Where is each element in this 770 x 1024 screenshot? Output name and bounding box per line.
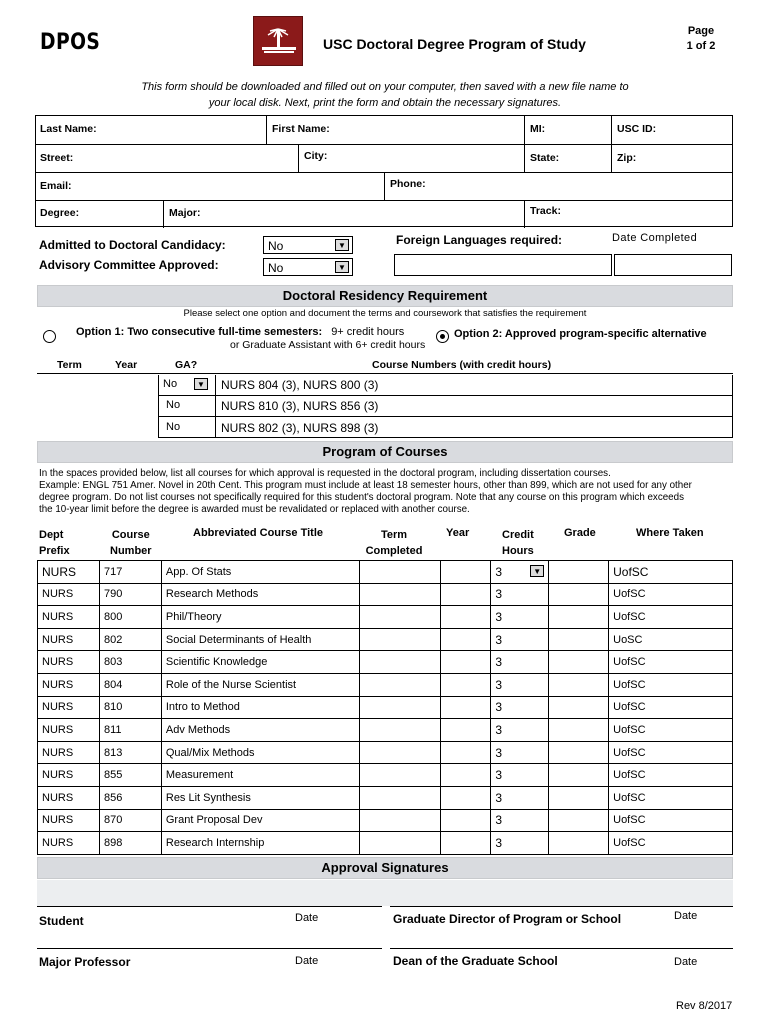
h-term: Term: [380, 529, 408, 541]
course-year[interactable]: [441, 673, 491, 696]
course-title[interactable]: [161, 673, 359, 696]
student-signature-line[interactable]: [37, 906, 382, 907]
course-year[interactable]: [441, 561, 491, 584]
course-title[interactable]: [161, 561, 359, 584]
course-year[interactable]: [441, 832, 491, 855]
course-term[interactable]: [359, 786, 441, 809]
course-term[interactable]: [359, 673, 441, 696]
table-row: [38, 561, 733, 584]
course-number-text: 790: [103, 588, 123, 601]
grad-director-date-label: Date: [674, 910, 698, 922]
approval-shade: [37, 880, 733, 906]
course-title-text: Research Internship: [165, 836, 265, 849]
course-title[interactable]: [161, 606, 359, 629]
course-title-text: Grant Proposal Dev: [165, 814, 263, 827]
course-year[interactable]: [441, 696, 491, 719]
course-title[interactable]: [161, 719, 359, 742]
h-where-taken: Where Taken: [636, 527, 704, 539]
course-dept[interactable]: [38, 583, 100, 606]
course-dept-text: NURS: [42, 678, 74, 691]
course-dept-text: NURS: [42, 588, 74, 601]
course-dept-text: NURS: [42, 633, 74, 646]
course-hours-text: 3: [495, 745, 503, 760]
course-dept-text: NURS: [42, 791, 74, 804]
course-title[interactable]: [161, 786, 359, 809]
course-dept[interactable]: [38, 741, 100, 764]
course-grade[interactable]: [549, 673, 609, 696]
course-where[interactable]: [609, 561, 733, 584]
course-where-text: UofSC: [613, 791, 646, 804]
course-number-text: 898: [103, 836, 123, 849]
course-number-text: 803: [103, 656, 123, 669]
course-year[interactable]: [441, 628, 491, 651]
grad-director-label: Graduate Director of Program or School: [393, 912, 622, 926]
course-year[interactable]: [441, 583, 491, 606]
course-number[interactable]: [99, 606, 161, 629]
course-where[interactable]: [609, 628, 733, 651]
h-title: Abbreviated Course Title: [193, 527, 323, 539]
course-where-text: UofSC: [613, 678, 646, 691]
course-number[interactable]: [99, 651, 161, 674]
courses-table: [37, 560, 733, 855]
course-term[interactable]: [359, 741, 441, 764]
residency-row-3-ga[interactable]: No: [166, 421, 181, 433]
h-number: Number: [110, 545, 152, 557]
h-completed: Completed: [365, 545, 423, 557]
chevron-down-icon[interactable]: ▼: [335, 261, 349, 273]
course-grade[interactable]: [549, 719, 609, 742]
course-number[interactable]: [99, 741, 161, 764]
course-title-text: Research Methods: [165, 588, 259, 601]
course-number-text: 800: [103, 610, 123, 623]
course-title[interactable]: [161, 628, 359, 651]
course-term[interactable]: [359, 719, 441, 742]
course-number-text: 811: [103, 723, 122, 736]
course-dept[interactable]: [38, 628, 100, 651]
personal-info-grid: [35, 115, 733, 227]
residency-row-2-ga[interactable]: No: [166, 399, 181, 411]
table-row: [38, 628, 733, 651]
course-dept[interactable]: [38, 696, 100, 719]
student-date-label: Date: [295, 912, 319, 924]
h-grade: Grade: [564, 527, 596, 539]
course-hours[interactable]: [491, 696, 549, 719]
course-hours[interactable]: [491, 628, 549, 651]
course-number[interactable]: [99, 764, 161, 787]
course-dept[interactable]: [38, 561, 100, 584]
course-where-text: UofSC: [613, 746, 646, 759]
courses-banner: Program of Courses: [37, 441, 733, 463]
table-row: [38, 606, 733, 629]
admitted-candidacy-select[interactable]: [263, 236, 353, 254]
course-hours-text: 3: [495, 677, 503, 692]
state-field[interactable]: State:: [530, 152, 560, 164]
h-year: Year: [446, 527, 470, 539]
chevron-down-icon[interactable]: ▼: [530, 565, 544, 577]
table-row: [38, 809, 733, 832]
major-field[interactable]: Major:: [169, 207, 201, 219]
course-dept[interactable]: [38, 809, 100, 832]
table-row: [38, 651, 733, 674]
course-hours-text: 3: [495, 768, 503, 783]
page-indicator: [676, 24, 726, 54]
course-where-text: UofSC: [613, 723, 646, 736]
h-credit: Credit: [502, 529, 534, 541]
course-hours-text: 3: [495, 655, 503, 670]
course-where[interactable]: [609, 696, 733, 719]
course-term[interactable]: [359, 832, 441, 855]
course-term[interactable]: [359, 606, 441, 629]
course-term[interactable]: [359, 561, 441, 584]
course-where-text: UofSC: [613, 769, 646, 782]
course-dept[interactable]: [38, 764, 100, 787]
course-hours-text: 3: [495, 835, 503, 850]
course-dept[interactable]: [38, 786, 100, 809]
course-title-text: Measurement: [165, 769, 234, 782]
phone-field[interactable]: Phone:: [390, 178, 426, 190]
option1-title: Option 1: Two consecutive full-time semesters:: [76, 326, 323, 338]
approval-banner: Approval Signatures: [37, 857, 733, 879]
course-number-text: 870: [103, 814, 123, 827]
form-title: USC Doctoral Degree Program of Study: [323, 36, 586, 52]
course-year[interactable]: [441, 606, 491, 629]
course-grade[interactable]: [549, 832, 609, 855]
advisory-committee-value: No: [268, 261, 284, 275]
course-where-text: UofSC: [613, 701, 646, 714]
dean-signature-line[interactable]: [390, 948, 733, 949]
date-completed-input[interactable]: [614, 254, 732, 276]
course-dept[interactable]: [38, 673, 100, 696]
course-year[interactable]: [441, 764, 491, 787]
course-where[interactable]: [609, 741, 733, 764]
option2-radio[interactable]: [436, 330, 449, 343]
course-dept[interactable]: [38, 651, 100, 674]
option2-title: Option 2: [454, 328, 499, 340]
course-dept-text: NURS: [42, 610, 74, 623]
course-title-text: Res Lit Synthesis: [165, 791, 251, 804]
table-row: [38, 696, 733, 719]
residency-row-3-courses[interactable]: NURS 802 (3), NURS 898 (3): [221, 421, 379, 435]
course-number[interactable]: [99, 583, 161, 606]
page-label: Page: [687, 25, 715, 37]
course-dept-text: NURS: [42, 723, 74, 736]
course-title[interactable]: [161, 696, 359, 719]
course-number-text: 804: [103, 678, 123, 691]
course-term[interactable]: [359, 809, 441, 832]
h-prefix: Prefix: [39, 545, 70, 557]
email-field[interactable]: Email:: [40, 180, 72, 192]
dean-label: Dean of the Graduate School: [393, 954, 558, 968]
course-title-text: Scientific Knowledge: [165, 656, 268, 669]
course-where-text: UofSC: [613, 836, 646, 849]
course-number[interactable]: [99, 628, 161, 651]
course-year[interactable]: [441, 741, 491, 764]
course-where[interactable]: [609, 719, 733, 742]
course-title[interactable]: [161, 832, 359, 855]
h-term-completed: [363, 527, 425, 559]
course-dept-text: NURS: [42, 746, 74, 759]
course-grade[interactable]: [549, 651, 609, 674]
course-term[interactable]: [359, 696, 441, 719]
course-title-text: Adv Methods: [165, 723, 231, 736]
h-credit-hours: [502, 527, 534, 559]
course-hours[interactable]: [491, 719, 549, 742]
course-where-text: UoSC: [613, 633, 643, 646]
street-field[interactable]: Street:: [40, 152, 74, 164]
course-grade[interactable]: [549, 606, 609, 629]
col-year: Year: [115, 359, 138, 371]
option1-text: [76, 326, 404, 338]
option2-text: [454, 328, 707, 340]
revision-label: Rev 8/2017: [676, 1000, 733, 1012]
last-name-field[interactable]: Last Name:: [40, 123, 97, 135]
course-number[interactable]: [99, 673, 161, 696]
zip-field[interactable]: Zip:: [617, 152, 637, 164]
course-number-text: 813: [103, 746, 123, 759]
course-where[interactable]: [609, 786, 733, 809]
course-hours[interactable]: [491, 786, 549, 809]
course-title-text: Social Determinants of Health: [165, 633, 312, 646]
grad-director-signature-line[interactable]: [390, 906, 733, 907]
course-dept[interactable]: [38, 719, 100, 742]
course-title-text: Qual/Mix Methods: [165, 746, 255, 759]
course-title[interactable]: [161, 583, 359, 606]
intro-text: [110, 79, 660, 111]
course-title[interactable]: [161, 764, 359, 787]
brand-title: DPOS: [40, 30, 101, 55]
table-row: [38, 719, 733, 742]
residency-row-1-courses[interactable]: NURS 804 (3), NURS 800 (3): [221, 378, 379, 392]
courses-desc-2: Example: ENGL 751 Amer. Novel in 20th Cent. This program must include at least 18 semester hours, other than 899, which are not used for any other: [39, 480, 692, 491]
course-number[interactable]: [99, 696, 161, 719]
course-year[interactable]: [441, 809, 491, 832]
table-row: [38, 741, 733, 764]
course-term[interactable]: [359, 583, 441, 606]
course-number-text: 802: [103, 633, 123, 646]
first-name-field[interactable]: First Name:: [272, 123, 330, 135]
course-number-text: 810: [103, 701, 123, 714]
course-dept-text: NURS: [42, 656, 74, 669]
city-field[interactable]: City:: [304, 150, 328, 162]
course-hours[interactable]: [491, 809, 549, 832]
course-number[interactable]: [99, 719, 161, 742]
course-where[interactable]: [609, 764, 733, 787]
course-year[interactable]: [441, 651, 491, 674]
h-course-number: [110, 527, 152, 559]
date-completed-label: Date Completed: [612, 232, 698, 244]
course-where-text: UofSC: [613, 656, 646, 669]
courses-desc-4: the 10-year limit before the degree is awarded must be revalidated or replaced with another course.: [39, 504, 470, 515]
student-label: Student: [39, 914, 84, 928]
courses-description: [39, 468, 739, 516]
residency-instruction: Please select one option and document the terms and coursework that satisfies the requirement: [183, 308, 587, 319]
course-where[interactable]: [609, 583, 733, 606]
chevron-down-icon[interactable]: ▼: [335, 239, 349, 251]
course-where[interactable]: [609, 809, 733, 832]
course-number[interactable]: [99, 832, 161, 855]
course-dept-text: NURS: [42, 814, 74, 827]
h-hours: Hours: [502, 545, 534, 557]
intro-line-2: your local disk. Next, print the form and obtain the necessary signatures.: [208, 97, 562, 109]
major-professor-label: Major Professor: [39, 955, 131, 969]
intro-line-1: This form should be downloaded and filled out on your computer, then saved with a new file name to: [141, 81, 629, 93]
option1-tail: 9+ credit hours: [331, 326, 405, 338]
table-row: [38, 673, 733, 696]
course-grade[interactable]: [549, 741, 609, 764]
course-hours[interactable]: [491, 606, 549, 629]
course-dept[interactable]: [38, 606, 100, 629]
col-term: Term: [57, 359, 82, 371]
course-where[interactable]: [609, 606, 733, 629]
dean-date-label: Date: [674, 956, 698, 968]
h-dept: Dept: [39, 529, 64, 541]
course-title[interactable]: [161, 651, 359, 674]
course-hours[interactable]: [491, 832, 549, 855]
major-professor-date-label: Date: [295, 955, 319, 967]
col-course-numbers: Course Numbers (with credit hours): [372, 359, 552, 371]
table-row: [38, 786, 733, 809]
mi-field[interactable]: MI:: [530, 123, 546, 135]
course-title[interactable]: [161, 809, 359, 832]
col-ga: GA?: [175, 359, 198, 371]
course-hours-text: 3: [495, 722, 503, 737]
course-grade[interactable]: [549, 583, 609, 606]
option2-tail: : Approved program-specific alternative: [498, 328, 707, 340]
course-grade[interactable]: [549, 561, 609, 584]
course-hours-text: 3: [495, 700, 503, 715]
course-hours[interactable]: [491, 583, 549, 606]
course-hours[interactable]: [491, 651, 549, 674]
residency-row-2-courses[interactable]: NURS 810 (3), NURS 856 (3): [221, 399, 379, 413]
track-field[interactable]: Track:: [530, 205, 561, 217]
course-title-text: Phil/Theory: [165, 610, 222, 623]
major-professor-signature-line[interactable]: [37, 948, 382, 949]
course-hours[interactable]: [491, 764, 549, 787]
h-dept-prefix: [39, 527, 70, 559]
course-dept-text: NURS: [42, 836, 74, 849]
course-title-text: Intro to Method: [165, 701, 240, 714]
course-hours-text: 3: [495, 609, 503, 624]
usc-palmetto-logo-icon: [253, 16, 303, 66]
advisory-committee-select[interactable]: [263, 258, 353, 276]
course-grade[interactable]: [549, 786, 609, 809]
course-number-text: 717: [103, 565, 123, 578]
courses-desc-3: degree program. Do not list courses not specifically required for this student's doctoral program. Note that any course on this program which exceeds: [39, 492, 684, 503]
course-year[interactable]: [441, 719, 491, 742]
course-where[interactable]: [609, 651, 733, 674]
admitted-candidacy-label: Admitted to Doctoral Candidacy:: [39, 238, 226, 252]
course-term[interactable]: [359, 764, 441, 787]
course-hours-text: 3: [495, 790, 503, 805]
course-number[interactable]: [99, 809, 161, 832]
advisory-committee-label: Advisory Committee Approved:: [39, 258, 219, 272]
h-course: Course: [111, 529, 150, 541]
course-title-text: App. Of Stats: [165, 565, 232, 578]
course-term[interactable]: [359, 628, 441, 651]
table-row: [38, 764, 733, 787]
course-grade[interactable]: [549, 809, 609, 832]
course-where[interactable]: [609, 673, 733, 696]
residency-row-1-ga[interactable]: No: [163, 378, 178, 390]
course-dept-text: NURS: [42, 769, 74, 782]
admitted-candidacy-value: No: [268, 239, 284, 253]
course-where-text: UofSC: [613, 588, 646, 601]
course-year[interactable]: [441, 786, 491, 809]
table-row: [38, 832, 733, 855]
option1-line2: or Graduate Assistant with 6+ credit hours: [230, 339, 426, 351]
course-hours-text: 3: [495, 587, 503, 602]
degree-field[interactable]: Degree:: [40, 207, 80, 219]
course-hours-text: 3: [495, 564, 503, 579]
course-where-text: UofSC: [613, 564, 649, 579]
course-hours[interactable]: [491, 561, 549, 584]
course-title[interactable]: [161, 741, 359, 764]
course-where[interactable]: [609, 832, 733, 855]
course-term[interactable]: [359, 651, 441, 674]
course-number-text: 855: [103, 769, 123, 782]
course-number-text: 856: [103, 791, 123, 804]
course-grade[interactable]: [549, 764, 609, 787]
course-dept-text: NURS: [42, 701, 74, 714]
course-hours-text: 3: [495, 632, 503, 647]
course-grade[interactable]: [549, 628, 609, 651]
course-where-text: UofSC: [613, 814, 646, 827]
course-hours[interactable]: [491, 673, 549, 696]
course-dept-text: NURS: [42, 564, 77, 579]
usc-id-field[interactable]: USC ID:: [617, 123, 657, 135]
foreign-languages-input[interactable]: [394, 254, 612, 276]
course-hours[interactable]: [491, 741, 549, 764]
foreign-languages-label: Foreign Languages required:: [396, 233, 563, 247]
option1-radio[interactable]: [43, 330, 56, 343]
course-number[interactable]: [99, 561, 161, 584]
page-count: 1 of 2: [686, 40, 716, 52]
course-number[interactable]: [99, 786, 161, 809]
course-dept[interactable]: [38, 832, 100, 855]
chevron-down-icon[interactable]: ▼: [194, 378, 208, 390]
course-title-text: Role of the Nurse Scientist: [165, 678, 297, 691]
course-hours-text: 3: [495, 813, 503, 828]
courses-desc-1: In the spaces provided below, list all courses for which approval is requested in the doctoral program, including dissertation courses.: [39, 468, 611, 479]
course-where-text: UofSC: [613, 610, 646, 623]
table-row: [38, 583, 733, 606]
residency-banner: Doctoral Residency Requirement: [37, 285, 733, 307]
course-grade[interactable]: [549, 696, 609, 719]
